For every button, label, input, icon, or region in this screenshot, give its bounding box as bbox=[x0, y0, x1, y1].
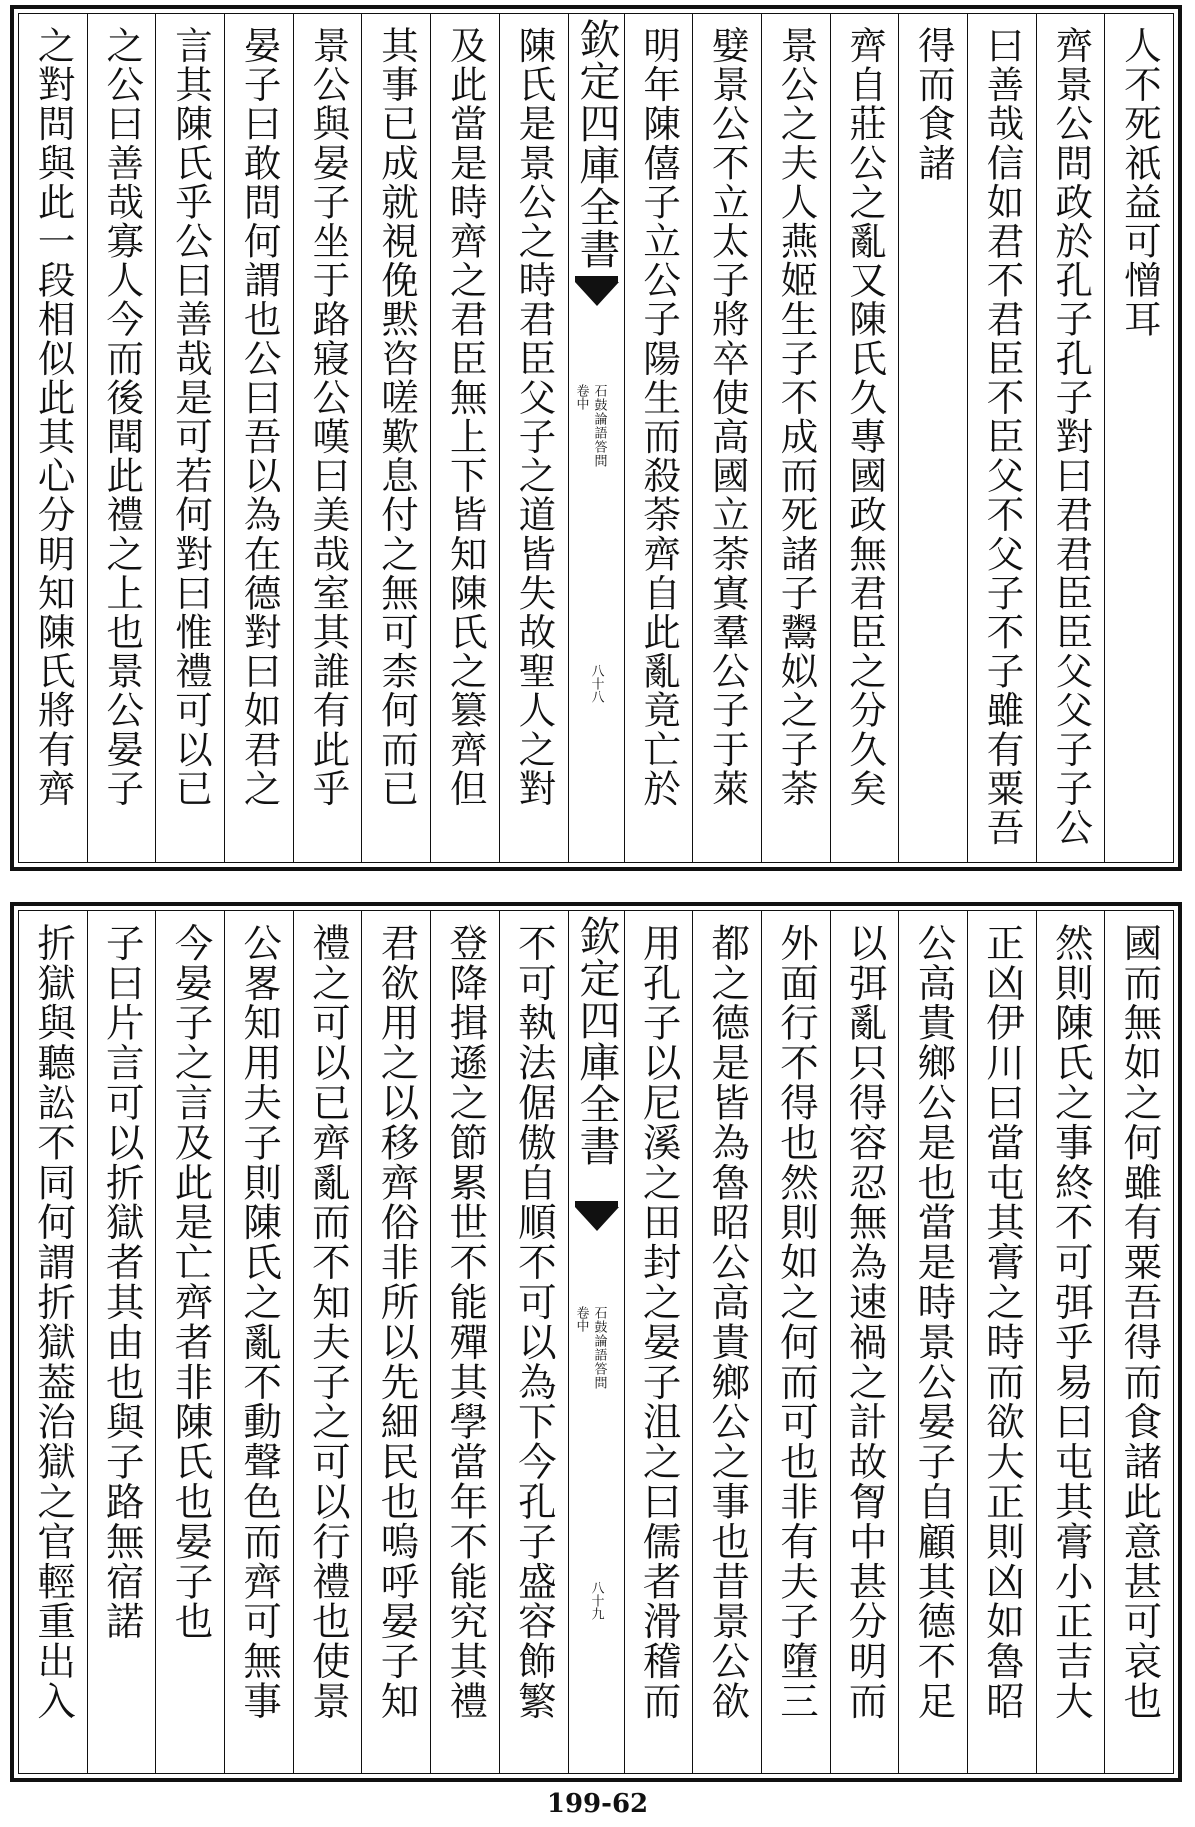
book-title: 欽定四庫全書 bbox=[572, 18, 621, 270]
text-column: 人不死祇益可憎耳 bbox=[1104, 14, 1173, 862]
text-column: 禮之可以已齊亂而不知夫子之可以行禮也使景 bbox=[293, 911, 362, 1773]
text-column: 都之德是皆為魯昭公高貴鄉公之事也昔景公欲 bbox=[692, 911, 761, 1773]
lower-leaf-frame bbox=[18, 910, 1174, 1774]
text-column: 嬖景公不立太子將卒使高國立荼寘羣公子于萊 bbox=[692, 14, 761, 862]
book-title: 欽定四庫全書 bbox=[572, 915, 621, 1167]
text-column: 其事已成就視俛黙咨嗟歎息付之無可柰何而已 bbox=[361, 14, 430, 862]
center-margin bbox=[568, 14, 624, 862]
text-column: 曰善哉信如君不君臣不臣父不父子不子雖有粟吾 bbox=[967, 14, 1036, 862]
text-column: 然則陳氏之事終不可弭乎易曰屯其膏小正吉大 bbox=[1036, 911, 1105, 1773]
center-margin bbox=[568, 911, 624, 1773]
text-column: 君欲用之以移齊俗非所以先細民也嗚呼晏子知 bbox=[361, 911, 430, 1773]
lower-leaf bbox=[10, 902, 1182, 1782]
upper-leaf bbox=[10, 5, 1182, 871]
text-column: 以弭亂只得容忍無為速禍之計故胷中甚分明而 bbox=[830, 911, 899, 1773]
fish-tail-mark bbox=[575, 276, 618, 306]
text-column: 公畧知用夫子則陳氏之亂不動聲色而齊可無事 bbox=[224, 911, 293, 1773]
text-column: 國而無如之何雖有粟吾得而食諸此意甚可哀也 bbox=[1104, 911, 1173, 1773]
text-column: 言其陳氏乎公曰善哉是可若何對曰惟禮可以已 bbox=[155, 14, 224, 862]
text-column: 折獄與聽訟不同何謂折獄葢治獄之官輕重出入 bbox=[31, 923, 77, 1721]
book-subtitle: 石鼓論語答問 bbox=[591, 1306, 607, 1390]
text-column: 晏子曰敢問何謂也公曰吾以為在德對曰如君之 bbox=[224, 14, 293, 862]
book-subtitle: 石鼓論語答問 bbox=[591, 384, 607, 468]
text-column: 齊景公問政於孔子孔子對曰君君臣臣父父子子公 bbox=[1036, 14, 1105, 862]
text-column: 公高貴鄉公是也當是時景公晏子自顧其德不足 bbox=[898, 911, 967, 1773]
fish-tail-mark bbox=[575, 1201, 618, 1231]
text-column: 正凶伊川曰當屯其膏之時而欲大正則凶如魯昭 bbox=[967, 911, 1036, 1773]
text-column: 得而食諸 bbox=[898, 14, 967, 862]
text-column: 用孔子以尼溪之田封之晏子沮之曰儒者滑稽而 bbox=[624, 911, 693, 1773]
text-column: 明年陳僖子立公子陽生而殺荼齊自此亂竟亡於 bbox=[624, 14, 693, 862]
volume-label: 卷中 bbox=[573, 1306, 589, 1332]
text-column: 齊自莊公之亂又陳氏久專國政無君臣之分久矣 bbox=[830, 14, 899, 862]
page-number: 199-62 bbox=[546, 1789, 649, 1819]
upper-leaf-frame bbox=[18, 13, 1174, 863]
text-column: 外面行不得也然則如之何而可也非有夫子墮三 bbox=[761, 911, 830, 1773]
text-column: 陳氏是景公之時君臣父子之道皆失故聖人之對 bbox=[499, 14, 568, 862]
text-column: 之公曰善哉寡人今而後聞此禮之上也景公晏子 bbox=[87, 14, 156, 862]
text-column: 今晏子之言及此是亡齊者非陳氏也晏子也 bbox=[155, 911, 224, 1773]
leaf-number: 八十八 bbox=[588, 664, 604, 703]
text-column: 及此當是時齊之君臣無上下皆知陳氏之篡齊但 bbox=[430, 14, 499, 862]
text-column: 不可執法倨傲自順不可以為下今孔子盛容飾繁 bbox=[499, 911, 568, 1773]
text-column: 登降揖遜之節累世不能殫其學當年不能究其禮 bbox=[430, 911, 499, 1773]
text-column: 之對問與此一段相似此其心分明知陳氏將有齊 bbox=[31, 26, 76, 808]
text-column: 子曰片言可以折獄者其由也與子路無宿諾 bbox=[87, 911, 156, 1773]
text-column: 景公之夫人燕姬生子不成而死諸子鬻姒之子荼 bbox=[761, 14, 830, 862]
leaf-number: 八十九 bbox=[588, 1581, 604, 1620]
volume-label: 卷中 bbox=[573, 384, 589, 410]
text-column: 景公與晏子坐于路寢公嘆曰美哉室其誰有此乎 bbox=[293, 14, 362, 862]
